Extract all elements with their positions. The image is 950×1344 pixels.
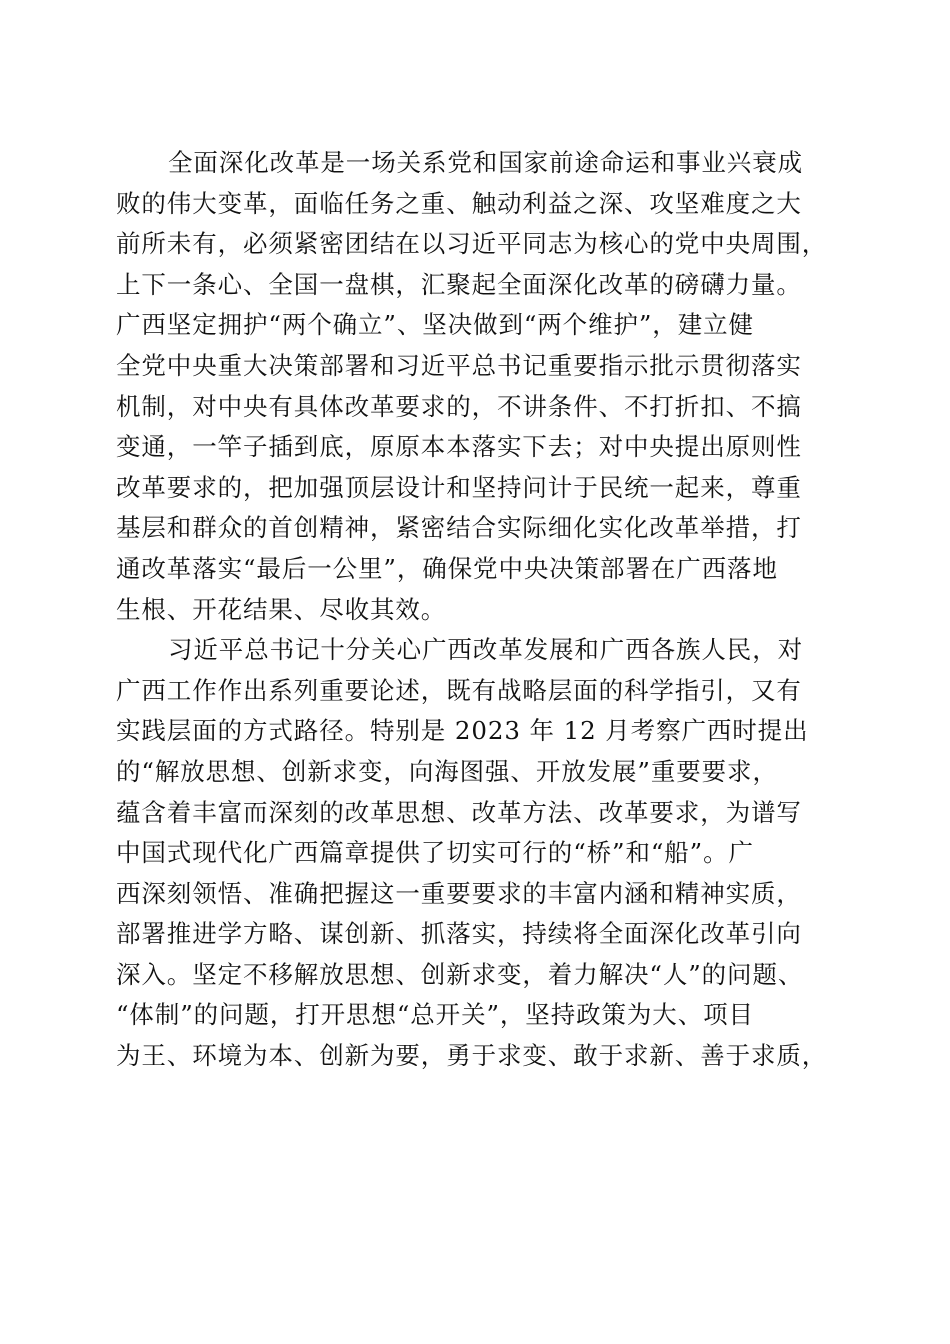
text-line: 全面深化改革是一场关系党和国家前途命运和事业兴衰成 [168, 148, 803, 177]
text-line: 实践层面的方式路径。特别是 2023 年 12 月考察广西时提出 [116, 716, 809, 746]
text-line: 深入。坚定不移解放思想、创新求变，着力解决“人”的问题、 [116, 959, 804, 989]
text-line: 全党中央重大决策部署和习近平总书记重要指示批示贯彻落实 [116, 350, 802, 380]
text-line: 为王、环境为本、创新为要，勇于求变、敢于求新、善于求质， [116, 1041, 828, 1071]
text-line: 败的伟大变革，面临任务之重、触动利益之深、攻坚难度之大 [116, 188, 802, 218]
text-line: 生根、开花结果、尽收其效。 [116, 594, 447, 624]
text-line: 广西工作作出系列重要论述，既有战略层面的科学指引，又有 [116, 675, 802, 705]
text-line: 习近平总书记十分关心广西改革发展和广西各族人民，对 [168, 635, 803, 665]
text-line: 基层和群众的首创精神，紧密结合实际细化实化改革举措，打 [116, 513, 802, 543]
text-line: 广西坚定拥护“两个确立”、坚决做到“两个维护”，建立健 [116, 310, 754, 340]
text-line: 变通，一竿子插到底，原原本本落实下去；对中央提出原则性 [116, 432, 802, 462]
body-text [116, 143, 836, 1077]
text-line: 西深刻领悟、准确把握这一重要要求的丰富内涵和精神实质， [116, 878, 802, 908]
text-line: 改革要求的，把加强顶层设计和坚持问计于民统一起来，尊重 [116, 472, 802, 502]
paragraph-1 [116, 143, 836, 630]
text-line: 上下一条心、全国一盘棋，汇聚起全面深化改革的磅礴力量。 [116, 269, 802, 299]
text-line: 中国式现代化广西篇章提供了切实可行的“桥”和“船”。广 [116, 838, 754, 868]
paragraph-2 [116, 630, 836, 1077]
text-line: 部署推进学方略、谋创新、抓落实，持续将全面深化改革引向 [116, 919, 802, 949]
text-line: 前所未有，必须紧密团结在以习近平同志为核心的党中央周围， [116, 229, 828, 259]
text-line: 蕴含着丰富而深刻的改革思想、改革方法、改革要求，为谱写 [116, 797, 802, 827]
text-line: “体制”的问题，打开思想“总开关”，坚持政策为大、项目 [116, 1000, 754, 1030]
text-line: 通改革落实“最后一公里”，确保党中央决策部署在广西落地 [116, 553, 778, 583]
text-line: 的“解放思想、创新求变，向海图强、开放发展”重要要求， [116, 756, 778, 786]
text-line: 机制，对中央有具体改革要求的，不讲条件、不打折扣、不搞 [116, 391, 802, 421]
